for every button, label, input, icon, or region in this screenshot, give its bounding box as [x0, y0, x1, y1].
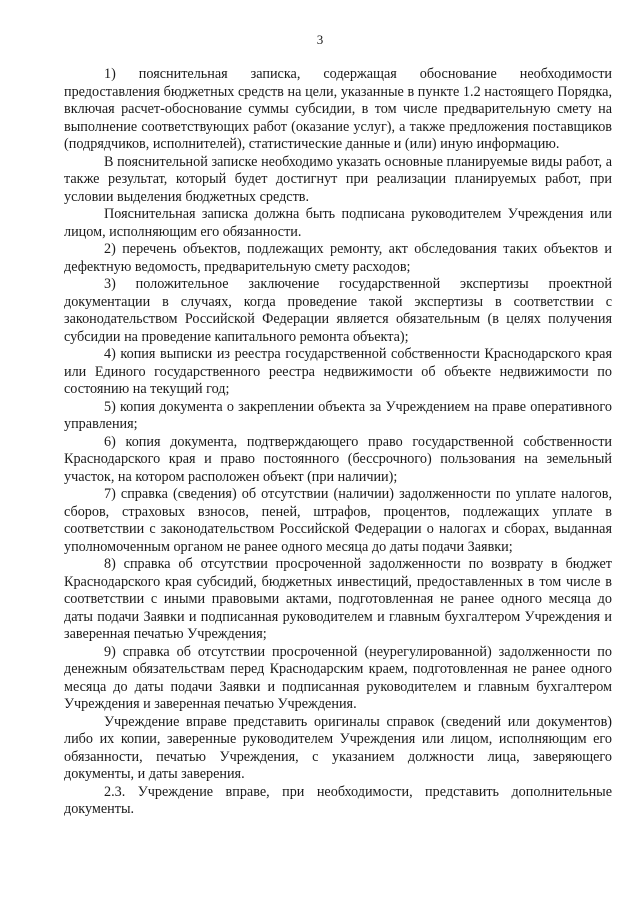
page-number: 3: [316, 32, 324, 47]
paragraph-note-signature: Пояснительная записка должна быть подписана руководителем Учреждения или лицом, исполняющим его обязанности.: [64, 206, 612, 240]
paragraph-explanatory-note: 1) пояснительная записка, содержащая обоснование необходимости предоставления бюджетных средств на цели, указанные в пункте 1.2 настоящего Порядка, включая расчет-обоснование суммы субсидии, в том числе предварительную смету на выполнение соответствующих работ (оказание услуг), а также предложения поставщиков (подрядчиков, исполнителей), статистические данные и (или) иную информацию.: [64, 66, 612, 152]
paragraph-item-9: 9) справка об отсутствии просроченной (неурегулированной) задолженности по денежным обязательствам перед Краснодарским краем, подготовленная не ранее одного месяца до даты подачи Заявки и подписанная руководителем и главным бухгалтером Учреждения и заверенная печатью Учреждения.: [64, 643, 612, 712]
paragraph-item-3: 3) положительное заключение государственной экспертизы проектной документации в случаях, когда проведение такой экспертизы в соответствии с законодательством Российской Федерации является обязательным (в целях получения субсидии на проведение капитального ремонта объекта);: [64, 276, 612, 345]
paragraph-note-contents: В пояснительной записке необходимо указать основные планируемые виды работ, а также результат, который будет достигнут при реализации планируемых работ, при условии выделения бюджетных средств.: [64, 153, 612, 205]
paragraph-item-8: 8) справка об отсутствии просроченной задолженности по возврату в бюджет Краснодарского края субсидий, бюджетных инвестиций, предоставленных в том числе в соответствии с иными правовыми актами, подготовленная не ранее одного месяца до даты подачи Заявки и подписанная руководителем и главным бухгалтером Учреждения и заверенная печатью Учреждения;: [64, 556, 612, 642]
document-body: [64, 66, 612, 819]
paragraph-item-7: 7) справка (сведения) об отсутствии (наличии) задолженности по уплате налогов, сборов, страховых взносов, пеней, штрафов, процентов, подлежащих уплате в соответствии с законодательством Российской Федерации о налогах и сборах, выданная уполномоченным органом не ранее одного месяца до даты подачи Заявки;: [64, 486, 612, 555]
paragraph-item-4: 4) копия выписки из реестра государственной собственности Краснодарского края или Единого государственного реестра недвижимости об объекте недвижимости по состоянию на текущий год;: [64, 346, 612, 397]
paragraph-originals: Учреждение вправе представить оригиналы справок (сведений или документов) либо их копии, заверенные руководителем Учреждения или лицом, исполняющим его обязанности, печатью Учреждения, с указанием должности лица, заверяющего документы, и даты заверения.: [64, 713, 612, 782]
paragraph-item-6: 6) копия документа, подтверждающего право государственной собственности Краснодарского края и право постоянного (бессрочного) пользования на земельный участок, на котором расположен объект (при наличии);: [64, 433, 612, 485]
paragraph-item-5: 5) копия документа о закреплении объекта за Учреждением на праве оперативного управления;: [64, 398, 612, 432]
paragraph-item-2: 2) перечень объектов, подлежащих ремонту, акт обследования таких объектов и дефектную ведомость, предварительную смету расходов;: [64, 241, 612, 275]
paragraph-2-3: 2.3. Учреждение вправе, при необходимости, представить дополнительные документы.: [64, 783, 612, 817]
